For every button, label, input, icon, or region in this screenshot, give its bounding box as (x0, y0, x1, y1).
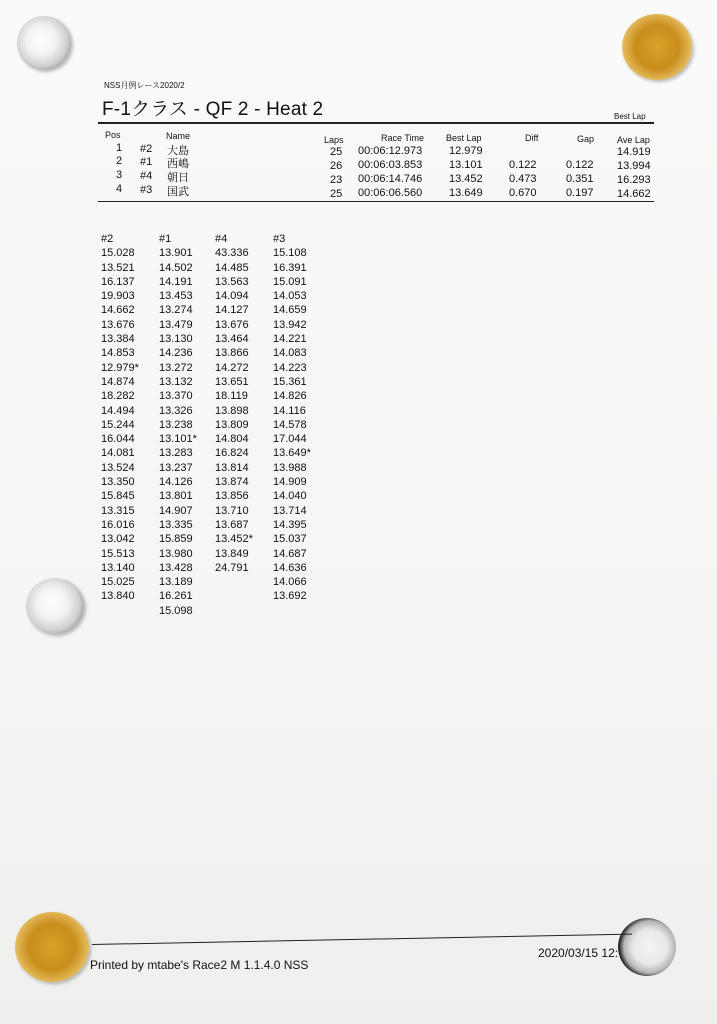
table-row-name: 大島 (167, 145, 189, 157)
table-row-laps: 26 (330, 160, 343, 172)
title-divider (98, 122, 654, 124)
lap-time: 13.714 (273, 504, 307, 517)
lap-time: 16.137 (101, 275, 135, 288)
lap-time: 13.335 (159, 518, 193, 531)
table-row-pos: 4 (116, 183, 123, 195)
lap-time: 13.942 (273, 318, 307, 331)
header-best-lap: Best Lap (446, 133, 482, 143)
table-row-laps: 25 (330, 188, 343, 200)
lap-time: 14.662 (101, 304, 135, 317)
lap-time: 13.238 (159, 418, 193, 431)
lap-time: 13.521 (101, 261, 135, 274)
lap-time: 14.485 (215, 261, 249, 274)
lap-time: 14.236 (159, 347, 193, 360)
header-race-time: Race Time (381, 133, 425, 143)
lap-time: 15.859 (159, 533, 193, 546)
lap-column-car-3 (273, 232, 311, 604)
lap-time: 14.636 (273, 561, 307, 574)
lap-time: 16.391 (273, 261, 307, 274)
header-name: Name (166, 131, 191, 141)
lap-time: 13.856 (215, 490, 249, 503)
lap-column-car-4 (215, 232, 253, 575)
header-laps: Laps (324, 135, 344, 145)
lap-time: 14.853 (101, 347, 135, 360)
lap-time: 13.384 (101, 333, 135, 346)
header-diff: Diff (525, 133, 539, 143)
print-date: 2020/03/15 12: (538, 946, 619, 960)
lap-time: 13.866 (215, 347, 249, 360)
table-row-gap: 0.197 (566, 187, 594, 199)
lap-time: 15.108 (273, 247, 307, 260)
table-row-ave-lap: 14.662 (617, 188, 651, 200)
lap-time: 14.127 (215, 304, 249, 317)
lap-time: 13.452* (215, 533, 253, 546)
lap-time: 14.066 (273, 576, 307, 589)
lap-time: 14.083 (273, 347, 307, 360)
table-row-pos: 3 (116, 169, 123, 181)
table-row-diff: 0.473 (509, 173, 537, 185)
table-row-pos: 1 (116, 142, 123, 154)
middle-left-magnet (26, 578, 84, 634)
lap-time: 13.370 (159, 390, 193, 403)
lap-time: 17.044 (273, 433, 307, 446)
lap-time: 14.687 (273, 547, 307, 560)
lap-time: 14.191 (159, 275, 193, 288)
table-bottom-divider (98, 201, 654, 202)
lap-time: 16.016 (101, 518, 135, 531)
lap-time: 18.119 (215, 390, 248, 403)
lap-time: 14.223 (273, 361, 307, 374)
table-row-race-time: 00:06:14.746 (358, 173, 423, 185)
table-row-pos: 2 (116, 155, 123, 167)
lap-time: 14.494 (101, 404, 135, 417)
top-right-magnet (622, 14, 692, 80)
lap-column-car-1 (159, 232, 197, 618)
table-row-ave-lap: 16.293 (617, 174, 651, 186)
table-row-best-lap: 13.101 (449, 159, 483, 171)
lap-time: 13.315 (101, 504, 135, 517)
table-row-race-time: 00:06:12.973 (358, 145, 423, 157)
header-pos: Pos (105, 130, 121, 140)
lap-time: 15.513 (101, 547, 135, 560)
best-lap-tag: Best Lap (614, 112, 646, 121)
table-row-diff: 0.670 (509, 187, 537, 199)
lap-time: 13.464 (215, 333, 249, 346)
lap-time: 14.395 (273, 518, 307, 531)
table-row-gap: 0.122 (566, 159, 594, 171)
lap-time: 13.350 (101, 476, 135, 489)
lap-time: 13.326 (159, 404, 193, 417)
table-row-car: #3 (140, 184, 153, 196)
top-left-magnet (17, 16, 71, 70)
lap-time: 13.563 (215, 275, 249, 288)
lap-time: 13.453 (159, 290, 193, 303)
lap-time: 13.980 (159, 547, 193, 560)
lap-time: 16.261 (159, 590, 193, 603)
lap-time: 15.037 (273, 533, 307, 546)
lap-time: 14.053 (273, 290, 307, 303)
lap-time: 13.274 (159, 304, 193, 317)
lap-time: 13.874 (215, 476, 249, 489)
table-row-gap: 0.351 (566, 173, 594, 185)
bottom-right-magnet (618, 918, 676, 976)
lap-time: 15.361 (273, 375, 307, 388)
lap-column-header: #4 (215, 233, 228, 245)
lap-column-header: #3 (273, 233, 286, 245)
lap-time: 13.237 (159, 461, 193, 474)
lap-time: 13.809 (215, 418, 249, 431)
table-row-race-time: 00:06:03.853 (358, 159, 423, 171)
lap-time: 13.042 (101, 533, 135, 546)
lap-time: 13.801 (159, 490, 193, 503)
lap-time: 13.898 (215, 404, 249, 417)
lap-time: 13.710 (215, 504, 249, 517)
lap-column-car-2 (101, 232, 139, 604)
table-row-name: 朝日 (167, 172, 189, 184)
best-lap-row-value: 14.919 (617, 146, 651, 158)
lap-time: 15.098 (159, 604, 193, 617)
lap-time: 16.824 (215, 447, 249, 460)
lap-time: 13.687 (215, 518, 249, 531)
table-row-diff: 0.122 (509, 159, 537, 171)
lap-time: 14.907 (159, 504, 193, 517)
lap-time: 14.221 (273, 333, 307, 346)
lap-time: 13.479 (159, 318, 193, 331)
lap-time: 14.909 (273, 476, 307, 489)
lap-time: 14.040 (273, 490, 307, 503)
lap-time: 13.140 (101, 561, 135, 574)
lap-time: 14.874 (101, 375, 135, 388)
page-title: F-1クラス - QF 2 - Heat 2 (102, 99, 324, 120)
lap-time: 15.028 (101, 247, 135, 260)
lap-time: 15.244 (101, 418, 135, 431)
lap-time: 13.283 (159, 447, 193, 460)
lap-time: 13.130 (159, 333, 193, 346)
lap-time: 13.189 (159, 576, 193, 589)
table-row-name: 西嶋 (167, 158, 189, 170)
lap-column-header: #2 (101, 233, 114, 245)
lap-time: 14.804 (215, 433, 249, 446)
lap-time: 14.826 (273, 390, 307, 403)
lap-time: 13.692 (273, 590, 307, 603)
table-row-ave-lap: 13.994 (617, 160, 651, 172)
table-row-laps: 25 (330, 146, 343, 158)
lap-time: 15.025 (101, 576, 135, 589)
bottom-left-magnet (15, 912, 89, 982)
header-gap: Gap (577, 134, 595, 144)
lap-time: 13.814 (215, 461, 249, 474)
lap-time: 13.524 (101, 461, 135, 474)
lap-time: 13.988 (273, 461, 307, 474)
lap-time: 14.081 (101, 447, 135, 460)
lap-time: 13.849 (215, 547, 249, 560)
lap-time: 12.979* (101, 361, 139, 374)
lap-time: 14.659 (273, 304, 307, 317)
printed-by-text: Printed by mtabe's Race2 M 1.1.4.0 NSS (90, 958, 309, 972)
table-row-laps: 23 (330, 174, 343, 186)
lap-time: 13.132 (159, 375, 193, 388)
table-row-best-lap: 13.452 (449, 173, 483, 185)
lap-column-header: #1 (159, 233, 172, 245)
lap-time: 13.101* (159, 433, 197, 446)
lap-time: 43.336 (215, 247, 249, 260)
lap-time: 13.676 (101, 318, 135, 331)
table-row-race-time: 00:06:06.560 (358, 187, 423, 199)
lap-time: 24.791 (215, 561, 249, 574)
event-subtitle: NSS月例レース2020/2 (104, 81, 185, 90)
lap-time: 16.044 (101, 433, 135, 446)
lap-time: 13.840 (101, 590, 135, 603)
lap-time: 14.502 (159, 261, 193, 274)
lap-time: 18.282 (101, 390, 135, 403)
lap-time: 14.094 (215, 290, 249, 303)
lap-time: 14.578 (273, 418, 307, 431)
lap-time: 14.116 (273, 404, 306, 417)
table-row-name: 国武 (167, 186, 189, 198)
lap-time: 14.126 (159, 476, 193, 489)
lap-time: 15.845 (101, 490, 135, 503)
lap-time: 13.901 (159, 247, 193, 260)
lap-time: 13.428 (159, 561, 193, 574)
table-row-best-lap: 12.979 (449, 145, 483, 157)
lap-time: 13.651 (215, 375, 249, 388)
lap-time: 13.272 (159, 361, 193, 374)
lap-time: 13.649* (273, 447, 311, 460)
lap-time: 14.272 (215, 361, 249, 374)
lap-time: 15.091 (273, 275, 307, 288)
lap-time: 13.676 (215, 318, 249, 331)
header-ave-lap: Ave Lap (617, 135, 650, 145)
table-row-car: #2 (140, 143, 153, 155)
table-row-best-lap: 13.649 (449, 187, 483, 199)
lap-time: 19.903 (101, 290, 135, 303)
table-row-car: #1 (140, 156, 153, 168)
table-row-car: #4 (140, 170, 153, 182)
